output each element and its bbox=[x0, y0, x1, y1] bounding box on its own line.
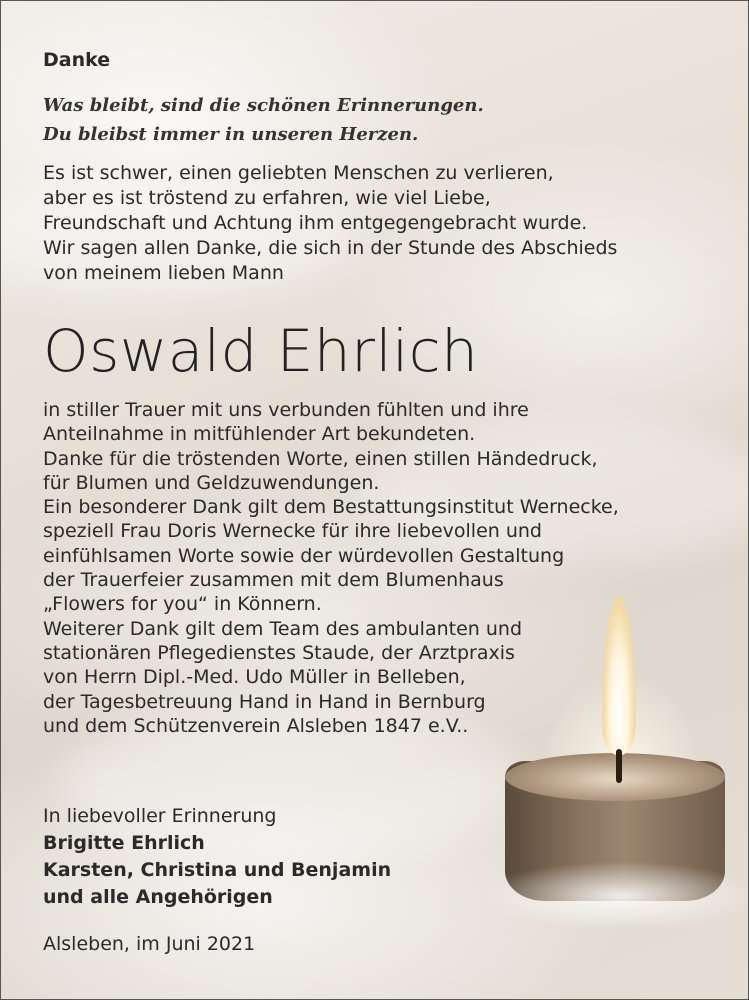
quote-line: Was bleibt, sind die schönen Erinnerungen. bbox=[43, 95, 484, 116]
body-line: und dem Schützenverein Alsleben 1847 e.V.. bbox=[43, 714, 469, 737]
body-line: speziell Frau Doris Wernecke für ihre liebevollen und bbox=[43, 520, 542, 543]
quote-line: Du bleibst immer in unseren Herzen. bbox=[43, 124, 419, 145]
closing-block bbox=[43, 803, 728, 911]
mourner-name: Brigitte Ehrlich bbox=[43, 832, 205, 854]
intro-line: Es ist schwer, einen geliebten Menschen zu verlieren, bbox=[43, 162, 554, 184]
body-line: stationären Pflegedienstes Staude, der Arztpraxis bbox=[43, 641, 515, 664]
body-line: Danke für die tröstenden Worte, einen stillen Händedruck, bbox=[43, 447, 598, 470]
body-line: Anteilnahme in mitfühlender Art bekundeten. bbox=[43, 423, 476, 446]
intro-line: aber es ist tröstend zu erfahren, wie viel Liebe, bbox=[43, 187, 491, 209]
candle-top bbox=[505, 753, 725, 801]
intro-line: Freundschaft und Achtung ihm entgegengebracht wurde. bbox=[43, 212, 588, 234]
body-line: von Herrn Dipl.-Med. Udo Müller in Belleben, bbox=[43, 666, 466, 689]
candle-wick bbox=[616, 749, 622, 783]
mourner-name: Karsten, Christina und Benjamin bbox=[43, 859, 392, 881]
body-line: der Tagesbetreuung Hand in Hand in Bernburg bbox=[43, 690, 486, 713]
intro-line: Wir sagen allen Danke, die sich in der Stunde des Abschieds bbox=[43, 237, 618, 259]
body-line: Ein besonderer Dank gilt dem Bestattungsinstitut Wernecke, bbox=[43, 496, 619, 519]
body-line: in stiller Trauer mit uns verbunden fühlten und ihre bbox=[43, 399, 529, 421]
intro-line: von meinem lieben Mann bbox=[43, 262, 284, 284]
body-line: „Flowers for you“ in Könnern. bbox=[43, 593, 322, 616]
deceased-name: Oswald Ehrlich bbox=[43, 317, 479, 385]
heading: Danke bbox=[43, 49, 111, 71]
body-line: Weiterer Dank gilt dem Team des ambulanten und bbox=[43, 617, 523, 640]
mourner-name: und alle Angehörigen bbox=[43, 886, 273, 908]
place-date: Alsleben, im Juni 2021 bbox=[43, 933, 256, 955]
body-paragraph bbox=[43, 398, 728, 738]
quote-block bbox=[43, 91, 728, 149]
closing-intro: In liebevoller Erinnerung bbox=[43, 805, 277, 827]
intro-paragraph bbox=[43, 161, 728, 286]
body-line: für Blumen und Geldzuwendungen. bbox=[43, 471, 380, 494]
body-line: der Trauerfeier zusammen mit dem Blumenhaus bbox=[43, 569, 504, 592]
body-line: einfühlsamen Worte sowie der würdevollen Gestaltung bbox=[43, 544, 565, 567]
